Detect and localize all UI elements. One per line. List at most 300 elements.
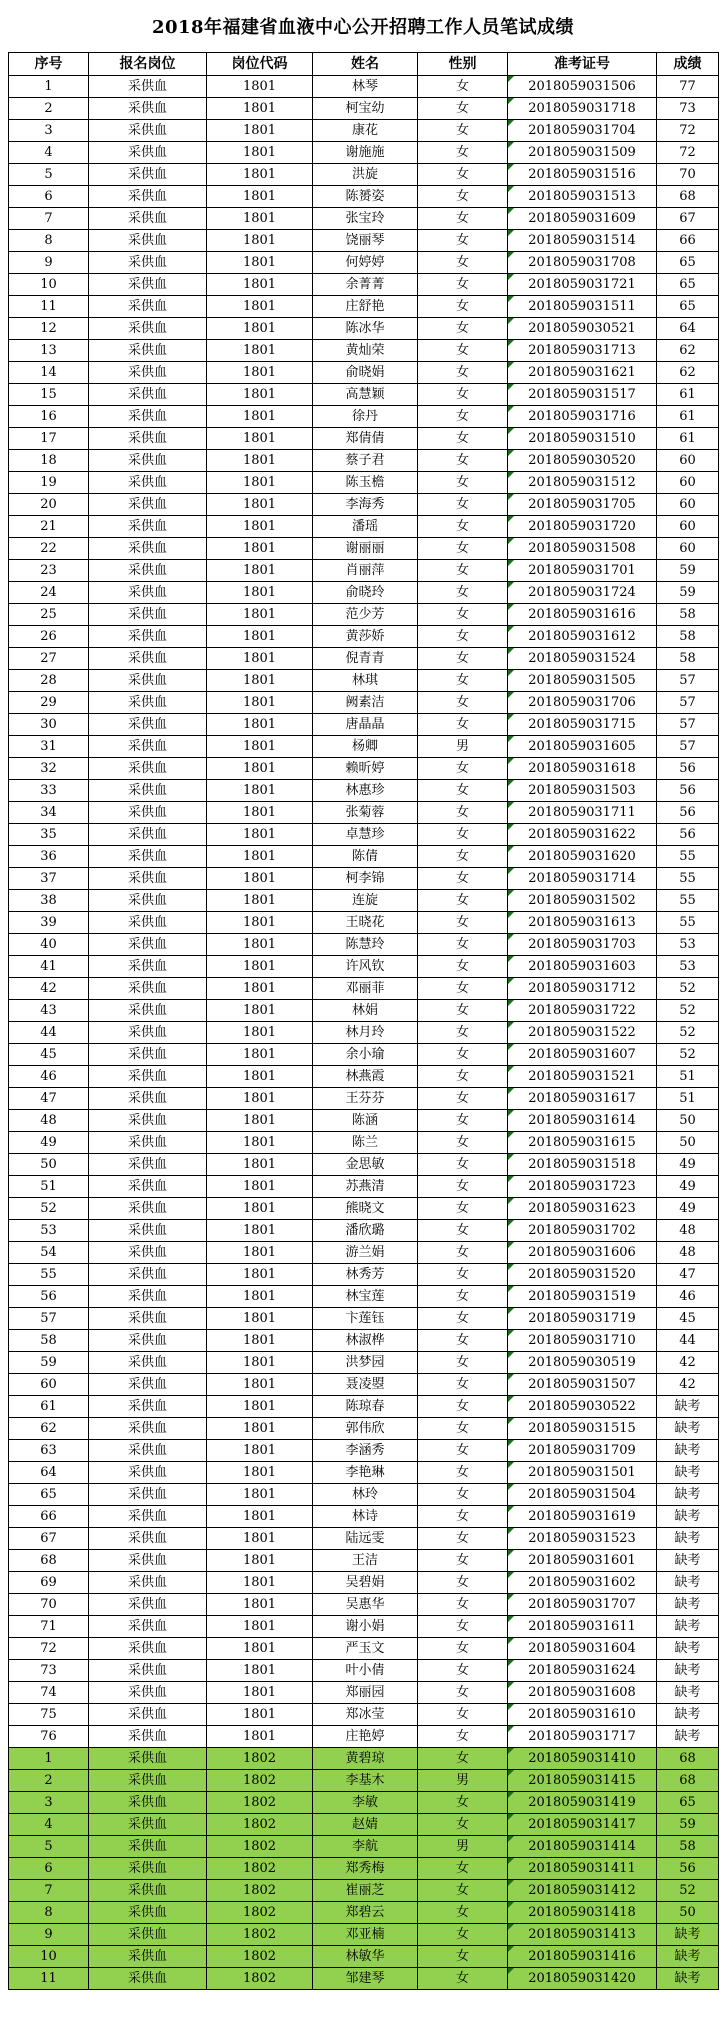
cell-seq: 66 <box>9 1506 89 1528</box>
cell-name: 卞莲钰 <box>313 1308 418 1330</box>
table-row <box>9 1792 719 1814</box>
cell-position-code: 1801 <box>207 1066 313 1088</box>
cell-position-code: 1801 <box>207 98 313 120</box>
cell-name: 潘瑶 <box>313 516 418 538</box>
table-row <box>9 846 719 868</box>
cell-score: 67 <box>657 208 719 230</box>
cell-gender: 女 <box>418 1132 508 1154</box>
table-row <box>9 714 719 736</box>
cell-exam-id: 2018059031614 <box>508 1110 657 1132</box>
table-row <box>9 758 719 780</box>
cell-position-code: 1801 <box>207 1044 313 1066</box>
cell-exam-id: 2018059031722 <box>508 1000 657 1022</box>
cell-gender: 女 <box>418 98 508 120</box>
table-row <box>9 868 719 890</box>
cell-score: 缺考 <box>657 1682 719 1704</box>
table-body <box>9 76 719 1990</box>
cell-gender: 女 <box>418 1176 508 1198</box>
cell-exam-id: 2018059031712 <box>508 978 657 1000</box>
cell-gender: 女 <box>418 340 508 362</box>
cell-gender: 女 <box>418 208 508 230</box>
cell-seq: 24 <box>9 582 89 604</box>
cell-seq: 1 <box>9 76 89 98</box>
cell-gender: 女 <box>418 1264 508 1286</box>
cell-seq: 11 <box>9 296 89 318</box>
cell-exam-id: 2018059031707 <box>508 1594 657 1616</box>
cell-exam-id: 2018059031524 <box>508 648 657 670</box>
table-row <box>9 1286 719 1308</box>
cell-seq: 60 <box>9 1374 89 1396</box>
cell-position-code: 1801 <box>207 890 313 912</box>
cell-position: 采供血 <box>89 1066 207 1088</box>
cell-position-code: 1801 <box>207 1638 313 1660</box>
cell-position-code: 1801 <box>207 582 313 604</box>
cell-position: 采供血 <box>89 1132 207 1154</box>
cell-exam-id: 2018059031723 <box>508 1176 657 1198</box>
cell-name: 陈琼春 <box>313 1396 418 1418</box>
cell-exam-id: 2018059031517 <box>508 384 657 406</box>
table-row <box>9 1022 719 1044</box>
cell-gender: 女 <box>418 1330 508 1352</box>
cell-name: 林淑桦 <box>313 1330 418 1352</box>
cell-score: 58 <box>657 604 719 626</box>
cell-position-code: 1802 <box>207 1968 313 1990</box>
cell-name: 金思敏 <box>313 1154 418 1176</box>
cell-exam-id: 2018059031721 <box>508 274 657 296</box>
cell-position: 采供血 <box>89 98 207 120</box>
cell-gender: 女 <box>418 164 508 186</box>
table-row <box>9 142 719 164</box>
cell-position: 采供血 <box>89 1462 207 1484</box>
cell-seq: 4 <box>9 142 89 164</box>
cell-exam-id: 2018059031603 <box>508 956 657 978</box>
table-row <box>9 1616 719 1638</box>
cell-score: 缺考 <box>657 1418 719 1440</box>
cell-gender: 女 <box>418 956 508 978</box>
cell-gender: 女 <box>418 450 508 472</box>
cell-name: 赖昕婷 <box>313 758 418 780</box>
cell-exam-id: 2018059031521 <box>508 1066 657 1088</box>
table-row <box>9 472 719 494</box>
cell-seq: 62 <box>9 1418 89 1440</box>
cell-gender: 女 <box>418 252 508 274</box>
cell-seq: 57 <box>9 1308 89 1330</box>
cell-position-code: 1801 <box>207 1396 313 1418</box>
cell-score: 60 <box>657 472 719 494</box>
cell-position: 采供血 <box>89 1110 207 1132</box>
cell-exam-id: 2018059031417 <box>508 1814 657 1836</box>
cell-score: 68 <box>657 1748 719 1770</box>
score-table <box>8 52 719 1990</box>
cell-name: 谢施施 <box>313 142 418 164</box>
cell-name: 林秀芳 <box>313 1264 418 1286</box>
cell-exam-id: 2018059031510 <box>508 428 657 450</box>
cell-exam-id: 2018059031703 <box>508 934 657 956</box>
cell-score: 57 <box>657 736 719 758</box>
cell-position: 采供血 <box>89 1836 207 1858</box>
table-row <box>9 1880 719 1902</box>
cell-exam-id: 2018059031611 <box>508 1616 657 1638</box>
table-row <box>9 780 719 802</box>
cell-exam-id: 2018059031613 <box>508 912 657 934</box>
cell-exam-id: 2018059031518 <box>508 1154 657 1176</box>
table-row <box>9 956 719 978</box>
cell-position-code: 1801 <box>207 1374 313 1396</box>
cell-position: 采供血 <box>89 758 207 780</box>
table-row <box>9 802 719 824</box>
cell-position-code: 1801 <box>207 1660 313 1682</box>
cell-seq: 6 <box>9 186 89 208</box>
cell-position-code: 1801 <box>207 846 313 868</box>
cell-position: 采供血 <box>89 1748 207 1770</box>
cell-name: 李基木 <box>313 1770 418 1792</box>
cell-score: 61 <box>657 406 719 428</box>
cell-score: 56 <box>657 802 719 824</box>
cell-gender: 女 <box>418 1286 508 1308</box>
cell-exam-id: 2018059031604 <box>508 1638 657 1660</box>
cell-position: 采供血 <box>89 1550 207 1572</box>
cell-name: 林玲 <box>313 1484 418 1506</box>
table-row <box>9 1044 719 1066</box>
cell-exam-id: 2018059031621 <box>508 362 657 384</box>
cell-gender: 女 <box>418 1814 508 1836</box>
cell-name: 黄莎娇 <box>313 626 418 648</box>
cell-gender: 女 <box>418 1594 508 1616</box>
cell-position-code: 1801 <box>207 1330 313 1352</box>
cell-position: 采供血 <box>89 1000 207 1022</box>
cell-seq: 32 <box>9 758 89 780</box>
cell-score: 缺考 <box>657 1968 719 1990</box>
cell-name: 许风钦 <box>313 956 418 978</box>
cell-score: 58 <box>657 1836 719 1858</box>
cell-name: 高慧颖 <box>313 384 418 406</box>
cell-position-code: 1801 <box>207 318 313 340</box>
table-row <box>9 626 719 648</box>
cell-seq: 15 <box>9 384 89 406</box>
table-row <box>9 1902 719 1924</box>
cell-position: 采供血 <box>89 604 207 626</box>
cell-name: 林惠珍 <box>313 780 418 802</box>
cell-position-code: 1801 <box>207 274 313 296</box>
cell-exam-id: 2018059031717 <box>508 1726 657 1748</box>
table-row <box>9 1748 719 1770</box>
table-row <box>9 1220 719 1242</box>
cell-name: 洪旋 <box>313 164 418 186</box>
cell-position-code: 1801 <box>207 1242 313 1264</box>
table-row <box>9 516 719 538</box>
cell-seq: 21 <box>9 516 89 538</box>
cell-exam-id: 2018059031605 <box>508 736 657 758</box>
cell-position: 采供血 <box>89 538 207 560</box>
cell-score: 缺考 <box>657 1594 719 1616</box>
cell-position: 采供血 <box>89 428 207 450</box>
cell-score: 55 <box>657 868 719 890</box>
cell-score: 65 <box>657 252 719 274</box>
cell-position: 采供血 <box>89 1616 207 1638</box>
cell-seq: 44 <box>9 1022 89 1044</box>
cell-position: 采供血 <box>89 142 207 164</box>
cell-gender: 女 <box>418 1088 508 1110</box>
cell-position: 采供血 <box>89 648 207 670</box>
cell-seq: 58 <box>9 1330 89 1352</box>
cell-score: 42 <box>657 1352 719 1374</box>
table-row <box>9 1484 719 1506</box>
cell-score: 52 <box>657 1880 719 1902</box>
cell-name: 陈倩 <box>313 846 418 868</box>
cell-gender: 女 <box>418 1506 508 1528</box>
cell-gender: 男 <box>418 736 508 758</box>
cell-gender: 女 <box>418 824 508 846</box>
cell-exam-id: 2018059031704 <box>508 120 657 142</box>
cell-position: 采供血 <box>89 164 207 186</box>
cell-position: 采供血 <box>89 274 207 296</box>
cell-name: 连旋 <box>313 890 418 912</box>
cell-position: 采供血 <box>89 516 207 538</box>
cell-gender: 女 <box>418 1044 508 1066</box>
cell-seq: 27 <box>9 648 89 670</box>
table-row <box>9 252 719 274</box>
cell-seq: 64 <box>9 1462 89 1484</box>
table-row <box>9 1088 719 1110</box>
cell-name: 王晓花 <box>313 912 418 934</box>
table-row <box>9 230 719 252</box>
cell-name: 陈慧玲 <box>313 934 418 956</box>
cell-position-code: 1801 <box>207 1616 313 1638</box>
cell-score: 缺考 <box>657 1572 719 1594</box>
cell-position: 采供血 <box>89 1286 207 1308</box>
cell-score: 65 <box>657 1792 719 1814</box>
cell-seq: 31 <box>9 736 89 758</box>
cell-score: 56 <box>657 758 719 780</box>
cell-position-code: 1802 <box>207 1924 313 1946</box>
cell-seq: 17 <box>9 428 89 450</box>
cell-gender: 女 <box>418 1660 508 1682</box>
table-row <box>9 406 719 428</box>
cell-position: 采供血 <box>89 450 207 472</box>
cell-exam-id: 2018059031701 <box>508 560 657 582</box>
cell-score: 53 <box>657 934 719 956</box>
cell-score: 缺考 <box>657 1528 719 1550</box>
cell-gender: 女 <box>418 1066 508 1088</box>
cell-seq: 40 <box>9 934 89 956</box>
cell-position: 采供血 <box>89 1440 207 1462</box>
cell-seq: 51 <box>9 1176 89 1198</box>
cell-seq: 36 <box>9 846 89 868</box>
cell-position-code: 1801 <box>207 758 313 780</box>
cell-gender: 女 <box>418 230 508 252</box>
cell-seq: 23 <box>9 560 89 582</box>
cell-position-code: 1801 <box>207 604 313 626</box>
cell-seq: 53 <box>9 1220 89 1242</box>
cell-position-code: 1801 <box>207 384 313 406</box>
cell-position: 采供血 <box>89 1374 207 1396</box>
table-row <box>9 1704 719 1726</box>
cell-gender: 女 <box>418 868 508 890</box>
cell-exam-id: 2018059031716 <box>508 406 657 428</box>
table-row <box>9 1000 719 1022</box>
table-row <box>9 98 719 120</box>
cell-gender: 女 <box>418 472 508 494</box>
table-row <box>9 384 719 406</box>
cell-position-code: 1801 <box>207 1176 313 1198</box>
cell-score: 缺考 <box>657 1924 719 1946</box>
cell-position-code: 1802 <box>207 1836 313 1858</box>
table-row <box>9 1330 719 1352</box>
cell-position-code: 1801 <box>207 1682 313 1704</box>
cell-position: 采供血 <box>89 252 207 274</box>
cell-gender: 女 <box>418 1440 508 1462</box>
cell-exam-id: 2018059031410 <box>508 1748 657 1770</box>
cell-position: 采供血 <box>89 824 207 846</box>
cell-name: 熊晓文 <box>313 1198 418 1220</box>
cell-name: 唐晶晶 <box>313 714 418 736</box>
cell-position: 采供血 <box>89 802 207 824</box>
cell-position: 采供血 <box>89 1858 207 1880</box>
cell-exam-id: 2018059031511 <box>508 296 657 318</box>
cell-position: 采供血 <box>89 736 207 758</box>
cell-seq: 75 <box>9 1704 89 1726</box>
cell-score: 58 <box>657 648 719 670</box>
cell-position-code: 1801 <box>207 1264 313 1286</box>
cell-seq: 10 <box>9 274 89 296</box>
cell-name: 饶丽琴 <box>313 230 418 252</box>
cell-score: 70 <box>657 164 719 186</box>
cell-position-code: 1802 <box>207 1902 313 1924</box>
cell-position-code: 1801 <box>207 406 313 428</box>
cell-position-code: 1801 <box>207 1198 313 1220</box>
cell-name: 林敏华 <box>313 1946 418 1968</box>
cell-score: 45 <box>657 1308 719 1330</box>
cell-position: 采供血 <box>89 208 207 230</box>
cell-seq: 61 <box>9 1396 89 1418</box>
cell-seq: 29 <box>9 692 89 714</box>
cell-score: 55 <box>657 846 719 868</box>
cell-exam-id: 2018059031623 <box>508 1198 657 1220</box>
cell-name: 郑冰莹 <box>313 1704 418 1726</box>
cell-gender: 女 <box>418 1374 508 1396</box>
cell-seq: 19 <box>9 472 89 494</box>
cell-exam-id: 2018059031607 <box>508 1044 657 1066</box>
cell-exam-id: 2018059031413 <box>508 1924 657 1946</box>
table-row <box>9 1440 719 1462</box>
cell-name: 倪青青 <box>313 648 418 670</box>
table-row <box>9 494 719 516</box>
cell-score: 61 <box>657 428 719 450</box>
cell-seq: 7 <box>9 208 89 230</box>
cell-name: 陈兰 <box>313 1132 418 1154</box>
cell-exam-id: 2018059031501 <box>508 1462 657 1484</box>
cell-name: 苏燕清 <box>313 1176 418 1198</box>
cell-position-code: 1801 <box>207 978 313 1000</box>
cell-name: 王洁 <box>313 1550 418 1572</box>
cell-seq: 37 <box>9 868 89 890</box>
cell-gender: 女 <box>418 1572 508 1594</box>
cell-score: 48 <box>657 1242 719 1264</box>
cell-name: 何婷婷 <box>313 252 418 274</box>
table-row <box>9 1132 719 1154</box>
cell-exam-id: 2018059031508 <box>508 538 657 560</box>
cell-name: 李敏 <box>313 1792 418 1814</box>
cell-exam-id: 2018059031719 <box>508 1308 657 1330</box>
cell-seq: 7 <box>9 1880 89 1902</box>
cell-name: 谢小娟 <box>313 1616 418 1638</box>
cell-score: 68 <box>657 186 719 208</box>
cell-seq: 4 <box>9 1814 89 1836</box>
cell-position-code: 1801 <box>207 1132 313 1154</box>
cell-seq: 42 <box>9 978 89 1000</box>
table-row <box>9 670 719 692</box>
cell-position-code: 1801 <box>207 1308 313 1330</box>
cell-name: 陈涵 <box>313 1110 418 1132</box>
cell-score: 57 <box>657 692 719 714</box>
cell-gender: 女 <box>418 1462 508 1484</box>
cell-score: 77 <box>657 76 719 98</box>
cell-position: 采供血 <box>89 692 207 714</box>
cell-exam-id: 2018059031514 <box>508 230 657 252</box>
table-row <box>9 1374 719 1396</box>
cell-gender: 女 <box>418 1242 508 1264</box>
cell-score: 缺考 <box>657 1726 719 1748</box>
cell-seq: 38 <box>9 890 89 912</box>
cell-name: 邹建琴 <box>313 1968 418 1990</box>
cell-score: 72 <box>657 120 719 142</box>
cell-gender: 男 <box>418 1770 508 1792</box>
cell-position-code: 1801 <box>207 450 313 472</box>
cell-position-code: 1801 <box>207 1220 313 1242</box>
cell-position: 采供血 <box>89 868 207 890</box>
cell-seq: 14 <box>9 362 89 384</box>
cell-name: 余菁菁 <box>313 274 418 296</box>
cell-name: 崔丽芝 <box>313 1880 418 1902</box>
cell-score: 缺考 <box>657 1462 719 1484</box>
cell-score: 60 <box>657 450 719 472</box>
cell-name: 余小瑜 <box>313 1044 418 1066</box>
cell-position-code: 1801 <box>207 1528 313 1550</box>
cell-position-code: 1801 <box>207 516 313 538</box>
cell-position: 采供血 <box>89 1176 207 1198</box>
header-seq: 序号 <box>9 53 89 76</box>
cell-name: 赵婧 <box>313 1814 418 1836</box>
cell-score: 68 <box>657 1770 719 1792</box>
table-row <box>9 1176 719 1198</box>
header-gender: 性别 <box>418 53 508 76</box>
cell-gender: 女 <box>418 296 508 318</box>
cell-gender: 女 <box>418 1528 508 1550</box>
header-row <box>9 53 719 76</box>
cell-gender: 女 <box>418 692 508 714</box>
cell-name: 郑丽园 <box>313 1682 418 1704</box>
cell-name: 陈玉檐 <box>313 472 418 494</box>
cell-position-code: 1801 <box>207 648 313 670</box>
table-row <box>9 1682 719 1704</box>
cell-seq: 41 <box>9 956 89 978</box>
cell-gender: 女 <box>418 274 508 296</box>
cell-exam-id: 2018059031714 <box>508 868 657 890</box>
table-row <box>9 1528 719 1550</box>
cell-name: 黄碧琼 <box>313 1748 418 1770</box>
cell-exam-id: 2018059030522 <box>508 1396 657 1418</box>
cell-score: 64 <box>657 318 719 340</box>
cell-exam-id: 2018059031612 <box>508 626 657 648</box>
cell-seq: 67 <box>9 1528 89 1550</box>
cell-exam-id: 2018059031617 <box>508 1088 657 1110</box>
cell-exam-id: 2018059031615 <box>508 1132 657 1154</box>
table-row <box>9 450 719 472</box>
table-row <box>9 164 719 186</box>
cell-position: 采供血 <box>89 714 207 736</box>
cell-position: 采供血 <box>89 846 207 868</box>
cell-exam-id: 2018059031720 <box>508 516 657 538</box>
